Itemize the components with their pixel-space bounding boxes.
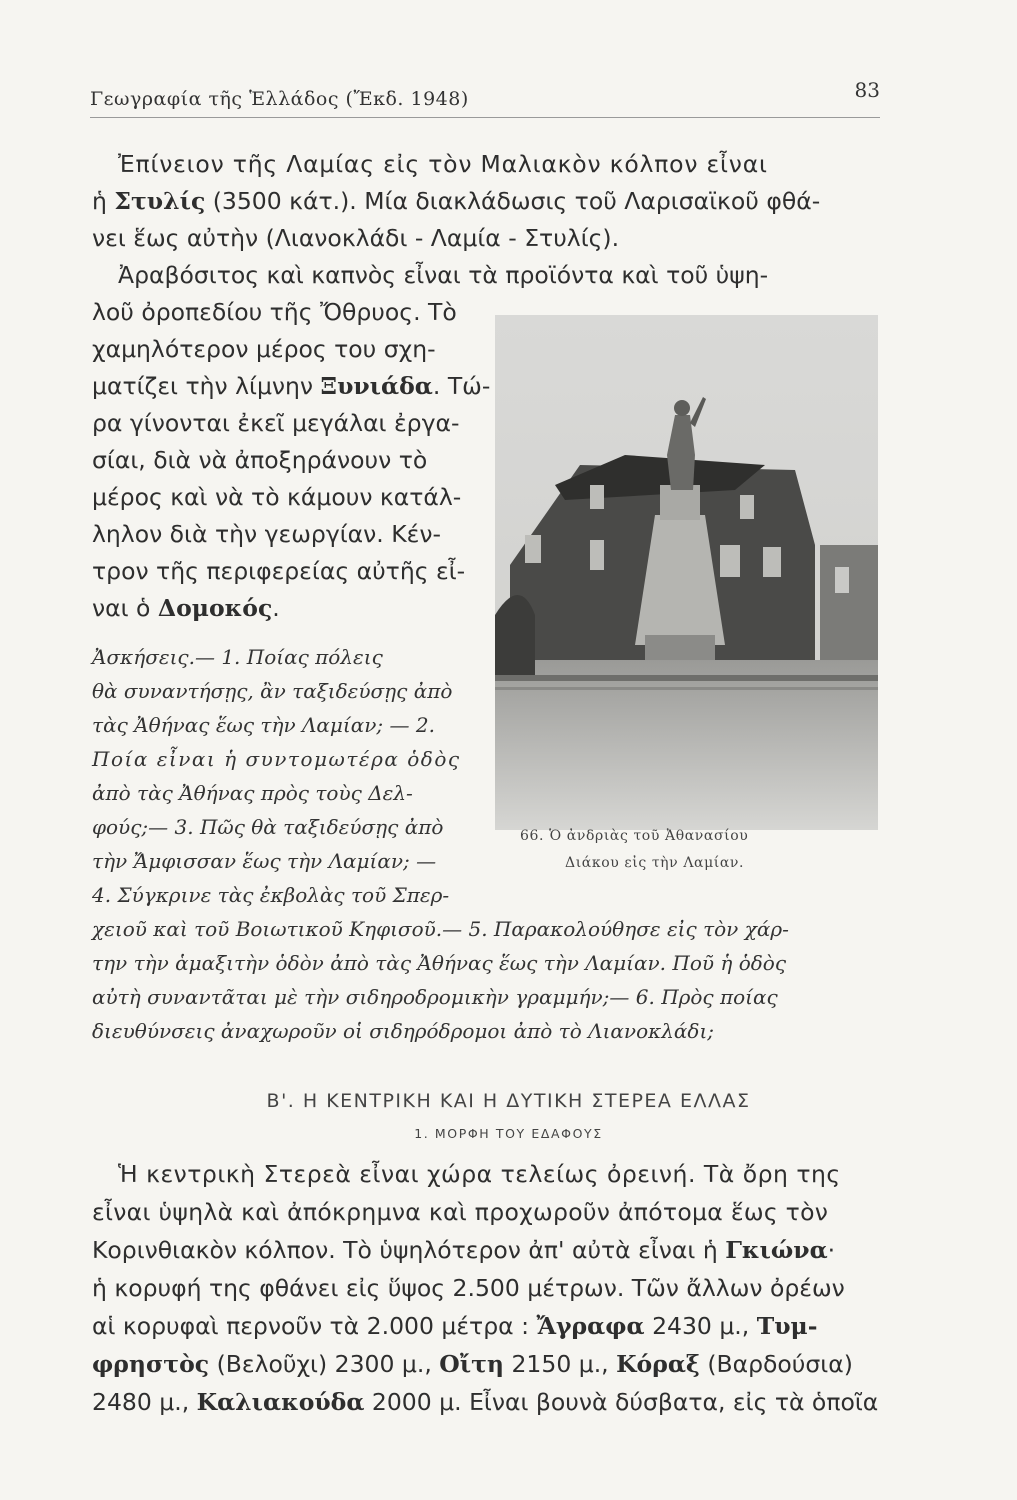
exercise-line: Ἀσκήσεις.— 1. Ποίας πόλεις (92, 645, 383, 669)
text-line: Κορινθιακὸν κόλπον. Τὸ ὑψηλότερον ἀπ' αὐτὰ εἶναι ἡ Γκιώνα· (92, 1236, 836, 1264)
exercise-line: την τὴν ἁμαξιτὴν ὁδὸν ἀπὸ τὰς Ἀθήνας ἕως τὴν Λαμίαν. Ποῦ ἡ ὁδὸς (92, 951, 787, 975)
mountain-name-oiti: Οἴτη (439, 1350, 505, 1378)
page-number: 83 (854, 78, 880, 102)
exercise-line: φούς;— 3. Πῶς θὰ ταξιδεύσῃς ἀπὸ (92, 815, 444, 839)
mountain-name-tymfristos-cont: φρηστὸς (92, 1350, 210, 1378)
exercise-line: χειοῦ καὶ τοῦ Βοιωτικοῦ Κηφισοῦ.— 5. Παρακολούθησε εἰς τὸν χάρ- (92, 917, 789, 941)
statue-photograph (495, 315, 878, 830)
text-line: φρηστὸς (Βελοῦχι) 2300 μ., Οἴτη 2150 μ., Κόραξ (Βαρδούσια) (92, 1350, 853, 1378)
exercise-line: θὰ συναντήσῃς, ἂν ταξιδεύσῃς ἀπὸ (92, 679, 453, 703)
section-heading: Β'. Η ΚΕΝΤΡΙΚΗ ΚΑΙ Η ΔΥΤΙΚΗ ΣΤΕΡΕΑ ΕΛΛΑΣ (266, 1090, 751, 1112)
exercise-line: διευθύνσεις ἀναχωροῦν οἱ σιδηρόδρομοι ἀπὸ τὸ Λιανοκλάδι; (92, 1019, 715, 1043)
exercise-line: αὐτὴ συναντᾶται μὲ τὴν σιδηροδρομικὴν γραμμήν;— 6. Πρὸς ποίας (92, 985, 778, 1009)
exercise-line: τὰς Ἀθήνας ἕως τὴν Λαμίαν; — 2. (92, 713, 435, 737)
mountain-name-korax: Κόραξ (616, 1350, 700, 1378)
text-line: σίαι, διὰ νὰ ἀποξηράνουν τὸ (92, 446, 428, 474)
text-line: ρα γίνονται ἐκεῖ μεγάλαι ἐργα- (92, 409, 460, 437)
text-line: Ἡ κεντρικὴ Στερεὰ εἶναι χώρα τελείως ὀρεινή. Τὰ ὄρη της (118, 1160, 841, 1188)
place-name-stylis: Στυλίς (114, 187, 206, 215)
section-subheading: 1. ΜΟΡΦΗ ΤΟΥ ΕΔΑΦΟΥΣ (414, 1126, 603, 1141)
place-name-domokos: Δομοκός (157, 594, 273, 622)
place-name-xyniada: Ξυνιάδα (320, 372, 433, 400)
page-header (90, 78, 890, 118)
figure-caption-line: Διάκου εἰς τὴν Λαμίαν. (565, 855, 745, 871)
mountain-name-kaliakouda: Καλιακούδα (196, 1388, 365, 1416)
text-line: ἡ κορυφή της φθάνει εἰς ὕψος 2.500 μέτρων. Τῶν ἄλλων ὀρέων (92, 1274, 845, 1302)
text-line: Ἐπίνειον τῆς Λαμίας εἰς τὸν Μαλιακὸν κόλπον εἶναι (118, 150, 768, 178)
text-line: τρον τῆς περιφερείας αὐτῆς εἶ- (92, 557, 466, 585)
text-line: ἡ Στυλίς (3500 κάτ.). Μία διακλάδωσις τοῦ Λαρισαϊκοῦ φθά- (92, 187, 821, 215)
running-title: Γεωγραφία τῆς Ἑλλάδος (Ἔκδ. 1948) (90, 88, 469, 110)
text-line: αἱ κορυφαὶ περνοῦν τὰ 2.000 μέτρα : Ἄγραφα 2430 μ., Τυμ- (92, 1312, 818, 1340)
exercise-line: 4. Σύγκρινε τὰς ἐκβολὰς τοῦ Σπερ- (92, 883, 450, 907)
text-line: ναι ὁ Δομοκός. (92, 594, 280, 622)
figure-caption-line: 66. Ὁ ἀνδριὰς τοῦ Ἀθανασίου (520, 828, 749, 844)
mountain-name-tymfristos: Τυμ- (756, 1312, 818, 1340)
mountain-name-gkiona: Γκιώνα (725, 1236, 828, 1264)
text-line: Ἀραβόσιτος καὶ καπνὸς εἶναι τὰ προϊόντα καὶ τοῦ ὑψη- (118, 261, 769, 289)
mountain-name-agrafa: Ἄγραφα (536, 1312, 645, 1340)
exercise-line: Ποία εἶναι ἡ συντομωτέρα ὁδὸς (92, 747, 461, 771)
photo-illustration (495, 315, 878, 830)
text-line: ματίζει τὴν λίμνην Ξυνιάδα. Τώ- (92, 372, 491, 400)
text-line: ληλον διὰ τὴν γεωργίαν. Κέν- (92, 520, 441, 548)
text-line: εἶναι ὑψηλὰ καὶ ἀπόκρημνα καὶ προχωροῦν ἀπότομα ἕως τὸν (92, 1198, 829, 1226)
text-line: 2480 μ., Καλιακούδα 2000 μ. Εἶναι βουνὰ δύσβατα, εἰς τὰ ὁποῖα (92, 1388, 879, 1416)
text-line: χαμηλότερον μέρος του σχη- (92, 335, 436, 363)
text-line: μέρος καὶ νὰ τὸ κάμουν κατάλ- (92, 483, 462, 511)
header-rule (90, 117, 880, 118)
exercise-line: ἀπὸ τὰς Ἀθήνας πρὸς τοὺς Δελ- (92, 781, 413, 805)
text-line: λοῦ ὀροπεδίου τῆς Ὄθρυος. Τὸ (92, 298, 457, 326)
text-line: νει ἕως αὐτὴν (Λιανοκλάδι - Λαμία - Στυλίς). (92, 224, 620, 252)
exercise-line: τὴν Ἄμφισσαν ἕως τὴν Λαμίαν; — (92, 849, 437, 873)
